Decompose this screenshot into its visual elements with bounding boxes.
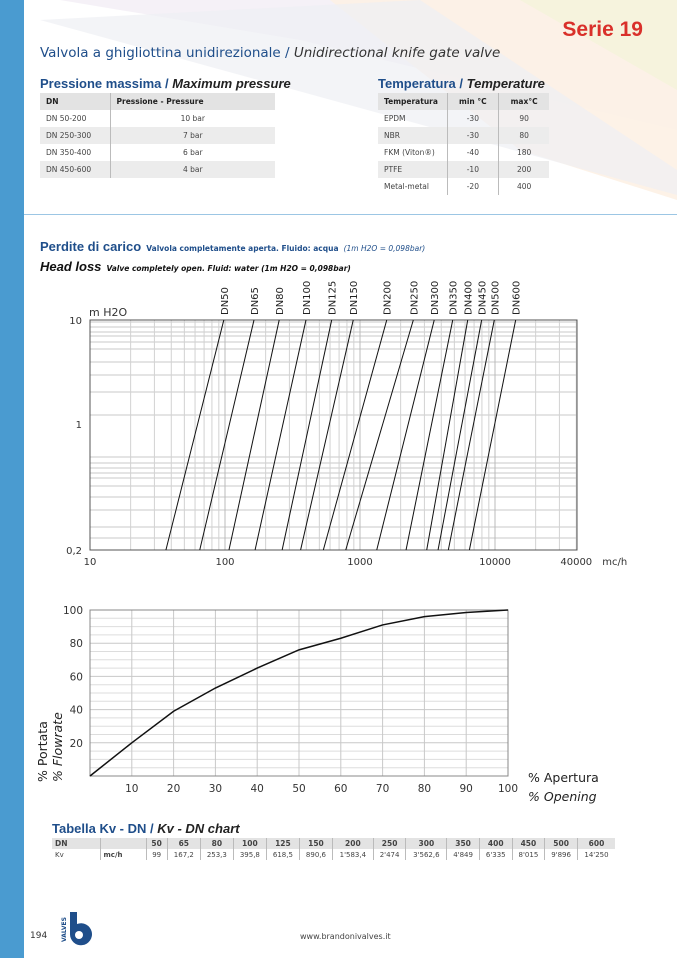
y-tick-label: 40 bbox=[69, 704, 83, 717]
series-label: DN300 bbox=[430, 280, 442, 315]
x-tick-label: 1000 bbox=[347, 557, 373, 568]
kv-value-cell: 14'250 bbox=[577, 849, 615, 860]
kv-dn-cell: 400 bbox=[479, 838, 512, 849]
opening-flow-chart bbox=[0, 595, 677, 810]
kv-dn-cell: 250 bbox=[373, 838, 406, 849]
headloss-title-it: Perdite di carico Valvola completamente aperta. Fluido: acqua (1m H2O = 0,098bar) bbox=[40, 239, 426, 254]
x-tick-label: 80 bbox=[417, 783, 432, 795]
series-line-DN65 bbox=[200, 320, 254, 550]
kv-value-cell: 395,8 bbox=[233, 849, 266, 860]
page-subtitle: Valvola a ghigliottina unidirezionale / Unidirectional knife gate valve bbox=[40, 45, 501, 61]
kv-dn-cell: 450 bbox=[512, 838, 545, 849]
series-label: DN500 bbox=[490, 280, 502, 315]
x-tick-label: 10 bbox=[83, 557, 97, 568]
series-label: DN100 bbox=[301, 280, 313, 315]
series-label: DN600 bbox=[511, 280, 523, 315]
kv-dn-cell: 125 bbox=[266, 838, 299, 849]
x-tick-label: 40 bbox=[250, 783, 264, 795]
series-label: DN125 bbox=[327, 280, 339, 315]
y-tick-label: 10 bbox=[69, 316, 82, 327]
y-tick-label: 1 bbox=[75, 420, 82, 431]
y-tick-label: 80 bbox=[69, 638, 83, 651]
kv-value-cell: 618,5 bbox=[266, 849, 299, 860]
x-axis-unit: mc/h bbox=[602, 557, 628, 568]
section-divider bbox=[24, 214, 677, 215]
series-label: DN65 bbox=[250, 287, 262, 315]
kv-dn-cell: 50 bbox=[146, 838, 167, 849]
kv-title: Tabella Kv - DN / Kv - DN chart bbox=[52, 821, 240, 836]
kv-value-cell: 3'562,6 bbox=[406, 849, 447, 860]
kv-value-cell: 9'896 bbox=[545, 849, 578, 860]
series-line-DN200 bbox=[323, 320, 386, 550]
kv-value-cell: 253,3 bbox=[200, 849, 233, 860]
temperature-table: Temperatura min °C max°C EPDM -30 90 NBR -30 80 FKM (Viton®) -40 180 PTFE -10 200 Metal-metal -20 400 bbox=[378, 93, 549, 195]
x-tick-label: 60 bbox=[334, 783, 348, 795]
series-label: DN450 bbox=[477, 280, 489, 315]
kv-dn-cell: 600 bbox=[577, 838, 615, 849]
x-tick-label: 30 bbox=[208, 783, 223, 795]
series-label: DN50 bbox=[219, 287, 231, 315]
svg-text:VALVES: VALVES bbox=[61, 917, 68, 942]
y-axis-label-it: % Portata bbox=[35, 721, 50, 782]
x-tick-label: 40000 bbox=[560, 557, 593, 568]
series-label: DN200 bbox=[382, 280, 394, 315]
kv-dn-cell: 80 bbox=[200, 838, 233, 849]
headloss-title-en: Head loss Valve completely open. Fluid: water (1m H2O = 0,098bar) bbox=[40, 259, 351, 274]
series-line-DN450 bbox=[438, 320, 482, 550]
series-line-DN250 bbox=[346, 320, 414, 550]
brandoni-logo bbox=[58, 910, 92, 948]
y-tick-label: 0,2 bbox=[66, 546, 82, 557]
x-axis-label-en: % Opening bbox=[528, 789, 597, 804]
series-line-DN100 bbox=[255, 320, 306, 550]
pressure-table: DN Pressione - Pressure DN 50-200 10 bar DN 250-300 7 bar DN 350-400 6 bar DN 450-600 4 bar bbox=[40, 93, 275, 178]
x-tick-label: 50 bbox=[292, 783, 306, 795]
series-label: DN400 bbox=[463, 280, 475, 315]
kv-table: DN 50 65 80 100 125 150 200 250 300 350 400 450 500 600 Kv mc/h 99 167,2 253,3 395,8 618,5 890,6 1'583,4 2'474 3'562,6 4'849 6'335 8'015 9'896 14'250 bbox=[52, 838, 615, 860]
x-axis-label-it: % Apertura bbox=[528, 770, 599, 785]
kv-dn-cell: 350 bbox=[447, 838, 480, 849]
website-link[interactable]: www.brandonivalves.it bbox=[300, 932, 391, 941]
kv-dn-cell: 200 bbox=[332, 838, 373, 849]
headloss-chart bbox=[0, 270, 677, 580]
series-label: DN350 bbox=[448, 280, 460, 315]
kv-value-cell: 167,2 bbox=[167, 849, 200, 860]
series-title: Serie 19 bbox=[562, 18, 643, 41]
series-line-DN300 bbox=[377, 320, 435, 550]
page-number: 194 bbox=[30, 931, 48, 941]
plot-frame bbox=[90, 320, 577, 550]
kv-dn-cell: 300 bbox=[406, 838, 447, 849]
series-line-DN350 bbox=[406, 320, 453, 550]
pressure-title: Pressione massima / Maximum pressure bbox=[40, 76, 291, 91]
kv-dn-cell: 150 bbox=[299, 838, 332, 849]
series-line-DN80 bbox=[229, 320, 279, 550]
series-label: DN150 bbox=[349, 280, 361, 315]
x-tick-label: 90 bbox=[459, 783, 473, 795]
y-tick-label: 100 bbox=[62, 605, 83, 617]
series-label: DN250 bbox=[409, 280, 421, 315]
x-tick-label: 10000 bbox=[479, 557, 511, 568]
x-tick-label: 10 bbox=[125, 783, 139, 795]
kv-dn-cell: 100 bbox=[233, 838, 266, 849]
kv-value-cell: 1'583,4 bbox=[332, 849, 373, 860]
series-line-DN150 bbox=[301, 320, 354, 550]
y-axis-unit: m H2O bbox=[89, 306, 128, 319]
y-tick-label: 60 bbox=[69, 671, 83, 684]
x-tick-label: 70 bbox=[375, 783, 390, 795]
kv-value-cell: 890,6 bbox=[299, 849, 332, 860]
series-line-DN600 bbox=[469, 320, 515, 550]
temperature-title: Temperatura / Temperature bbox=[378, 76, 545, 91]
series-line-DN500 bbox=[448, 320, 494, 550]
kv-dn-cell: 65 bbox=[167, 838, 200, 849]
x-tick-label: 100 bbox=[215, 557, 235, 568]
x-tick-label: 20 bbox=[166, 783, 181, 795]
kv-value-cell: 99 bbox=[146, 849, 167, 860]
series-line-DN400 bbox=[427, 320, 468, 550]
kv-value-cell: 6'335 bbox=[479, 849, 512, 860]
series-label: DN80 bbox=[275, 287, 287, 315]
kv-value-cell: 2'474 bbox=[373, 849, 406, 860]
kv-dn-cell: 500 bbox=[545, 838, 578, 849]
kv-value-cell: 4'849 bbox=[447, 849, 480, 860]
y-tick-label: 20 bbox=[69, 737, 83, 750]
y-axis-label-en: % Flowrate bbox=[50, 712, 65, 782]
kv-value-cell: 8'015 bbox=[512, 849, 545, 860]
x-tick-label: 100 bbox=[497, 783, 519, 795]
